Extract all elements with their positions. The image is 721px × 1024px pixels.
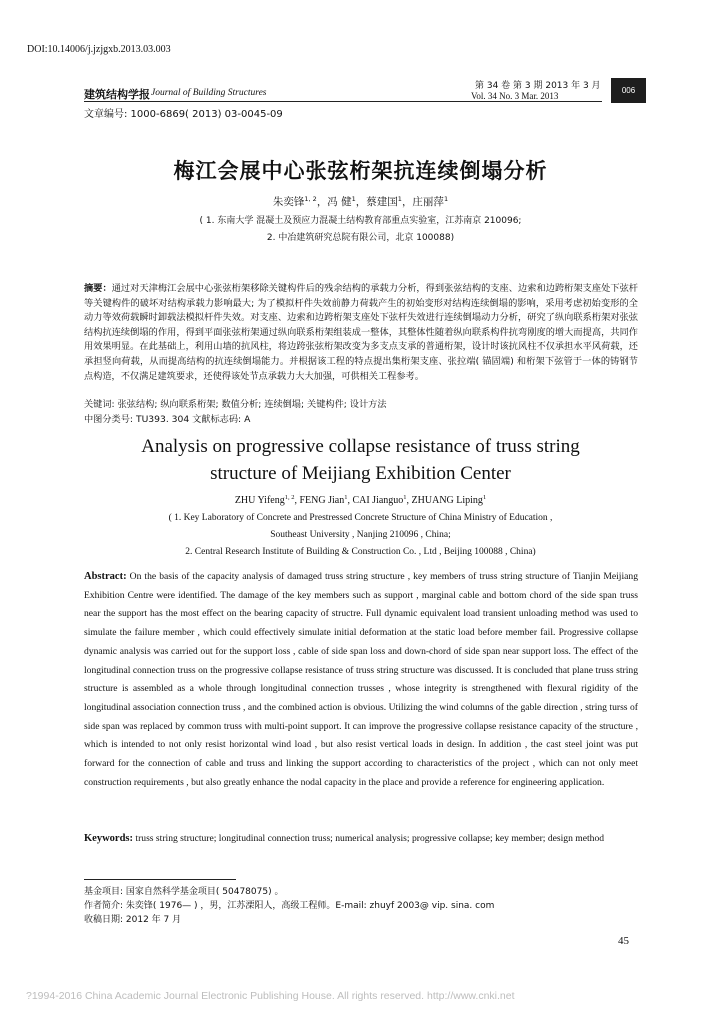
affiliation-cn-1: ( 1. 东南大学 混凝土及预应力混凝土结构教育部重点实验室，江苏南京 210096; <box>199 216 522 226</box>
author-sup-en: 1, 2 <box>284 494 295 501</box>
author-name-en: , ZHUANG Liping <box>406 495 483 506</box>
footnote-fund: 基金项目: 国家自然科学基金项目( 50478075) 。 <box>84 887 284 897</box>
author-name: ，庄丽萍 <box>401 196 444 208</box>
keywords-text-en: truss string structure; longitudinal connection truss; numerical analysis; progressive collapse; key member; design method <box>135 833 605 844</box>
author-name-en: , FENG Jian <box>294 495 345 506</box>
abstract-label-cn: 摘要： <box>84 283 112 294</box>
author-sup: 1 <box>397 195 402 203</box>
copyright-watermark: ?1994-2016 China Academic Journal Electronic Publishing House. All rights reserved. http://www.cnki.net <box>26 990 515 1002</box>
abstract-label-en: Abstract: <box>84 571 127 582</box>
author-name: ，蔡建国 <box>355 196 398 208</box>
abstract-text-en: On the basis of the capacity analysis of damaged truss string structure , key members of truss string structure of Tianjin Meijiang Exhibition Centre were identified. The damage of the key members such as support , marginal cable and bottom chord of the side span truss near the support has the most effect on the bearing capacity of structre. Full dynamic equivalent load transient unloading method was used to simulate the failure member , which could effectively simulate initial deformation at the static load before member fail. Progressive collapse dynamic analysis was carried out for the support loss , cable of side span loss and down-chord of side span near support loss. The effect of the longitudinal connection truss on the progressive collapse resistance of truss string structure was discussed. It is concluded that plane truss string structure is assembled as a whole through longitudinal connection trusses , whose integrity is strengthened with flexural rigidity of the longitudinal association connection truss , and the combined action is obvious. Utilizing the wind columns of the gable direction , string turss of side span was replaced by common truss with multi-point support. It can improve the progressive collapse resistance capacity of the structure , which is intended to not only resist horizontal wind load , but also resist vertical loads in design. In addition , the cast steel joint was put forward for the connection of cable and truss and linking the support according to characteristics of the project , which can not only meet construction requirements , but also greatly enhance the nodal capacity in the place and provide a reference for engineering application. <box>84 571 638 788</box>
affiliation-en-1b: Southeast University , Nanjing 210096 , China; <box>270 530 451 540</box>
journal-name-cn: 建筑结构学报 <box>84 88 150 101</box>
author-sup-en: 1 <box>482 494 487 501</box>
footnote-author: 作者简介: 朱奕锋( 1976— ) ，男，江苏溧阳人，高级工程师。E-mail: zhuyf 2003@ vip. sina. com <box>84 901 495 911</box>
article-number: 文章编号: 1000-6869( 2013) 03-0045-09 <box>84 109 283 120</box>
journal-name-en: Journal of Building Structures <box>151 88 267 98</box>
author-name-en: ZHU Yifeng <box>234 495 285 506</box>
authors-cn <box>0 194 721 209</box>
keywords-label-en: Keywords: <box>84 833 133 844</box>
title-en-line1: Analysis on progressive collapse resistance of truss string <box>141 436 580 457</box>
author-sup: 1 <box>443 195 449 203</box>
footnote-received: 收稿日期: 2012 年 7 月 <box>84 915 182 925</box>
title-cn: 梅江会展中心张弦桁架抗连续倒塌分析 <box>173 159 548 183</box>
volume-info-cn: 第 34 卷 第 3 期 2013 年 3 月 <box>475 81 601 91</box>
author-sup: 1 <box>351 195 356 203</box>
abstract-en <box>84 568 638 792</box>
author-name-en: , CAI Jianguo <box>347 495 404 506</box>
abstract-cn <box>84 282 638 384</box>
doi: DOI:10.14006/j.jzjgxb.2013.03.003 <box>27 44 171 55</box>
author-sup: 1, 2 <box>304 195 317 203</box>
page-number: 45 <box>618 935 629 947</box>
authors-en <box>0 495 721 506</box>
page-tag: 006 <box>611 78 646 103</box>
title-en-line2: structure of Meijiang Exhibition Center <box>210 463 511 484</box>
author-sup-en: 1 <box>344 494 348 501</box>
affiliation-cn-2: 2. 中冶建筑研究总院有限公司，北京 100088) <box>266 233 455 243</box>
keywords-en <box>84 830 638 849</box>
classification-cn: 中图分类号: TU393. 304 文献标志码: A <box>84 414 251 425</box>
header-rule <box>84 101 602 102</box>
author-name: 朱奕锋 <box>272 196 305 208</box>
affiliation-en-2: 2. Central Research Institute of Building & Construction Co. , Ltd , Beijing 100088 , China) <box>185 547 536 557</box>
author-sup-en: 1 <box>403 494 407 501</box>
affiliation-en-1: ( 1. Key Laboratory of Concrete and Prestressed Concrete Structure of China Ministry of Education , <box>168 513 553 523</box>
volume-info-en: Vol. 34 No. 3 Mar. 2013 <box>471 91 559 101</box>
author-name: ，冯 健 <box>316 196 352 208</box>
footnote-rule <box>84 879 236 880</box>
keywords-cn: 关键词: 张弦结构; 纵向联系桁架; 数值分析; 连续倒塌; 关键构件; 设计方法 <box>84 399 387 410</box>
abstract-text-cn: 通过对天津梅江会展中心张弦桁架移除关键构件后的残余结构的承载力分析，得到张弦结构的支座、边索和边跨桁架支座处下弦杆等关键构件的破坏对结构承载力影响最大; 为了模拟杆件失效前静力荷载产生的初始变形对结构连续倒塌的影响，采用考虑初始变形的全动力等效荷载瞬时卸载法模拟杆件失效。对支座、边索和边跨桁架支座处下弦杆失效进行连续倒塌动力分析，研究了纵向联系桁架对张弦结构抗连续倒塌的作用，得到平面张弦桁架通过纵向联系桁架组装成一整体，其整体性随着纵向联系构件抗弯刚度的增大而提高，共同作用效果明显。在此基础上，利用山墙的抗风柱，将边跨张弦桁架改变为多支点支承的普通桁架，设计时该抗风柱不仅承担水平风荷载，还承担竖向荷载，从而提高结构的抗连续倒塌能力。并根据该工程的特点提出集桁架支座、张拉端( 锚固端) 和桁架下弦管于一体的铸钢节点构造，不仅满足建筑要求，还使得该处节点承载力大大加强，可供相关工程参考。 <box>84 283 638 382</box>
